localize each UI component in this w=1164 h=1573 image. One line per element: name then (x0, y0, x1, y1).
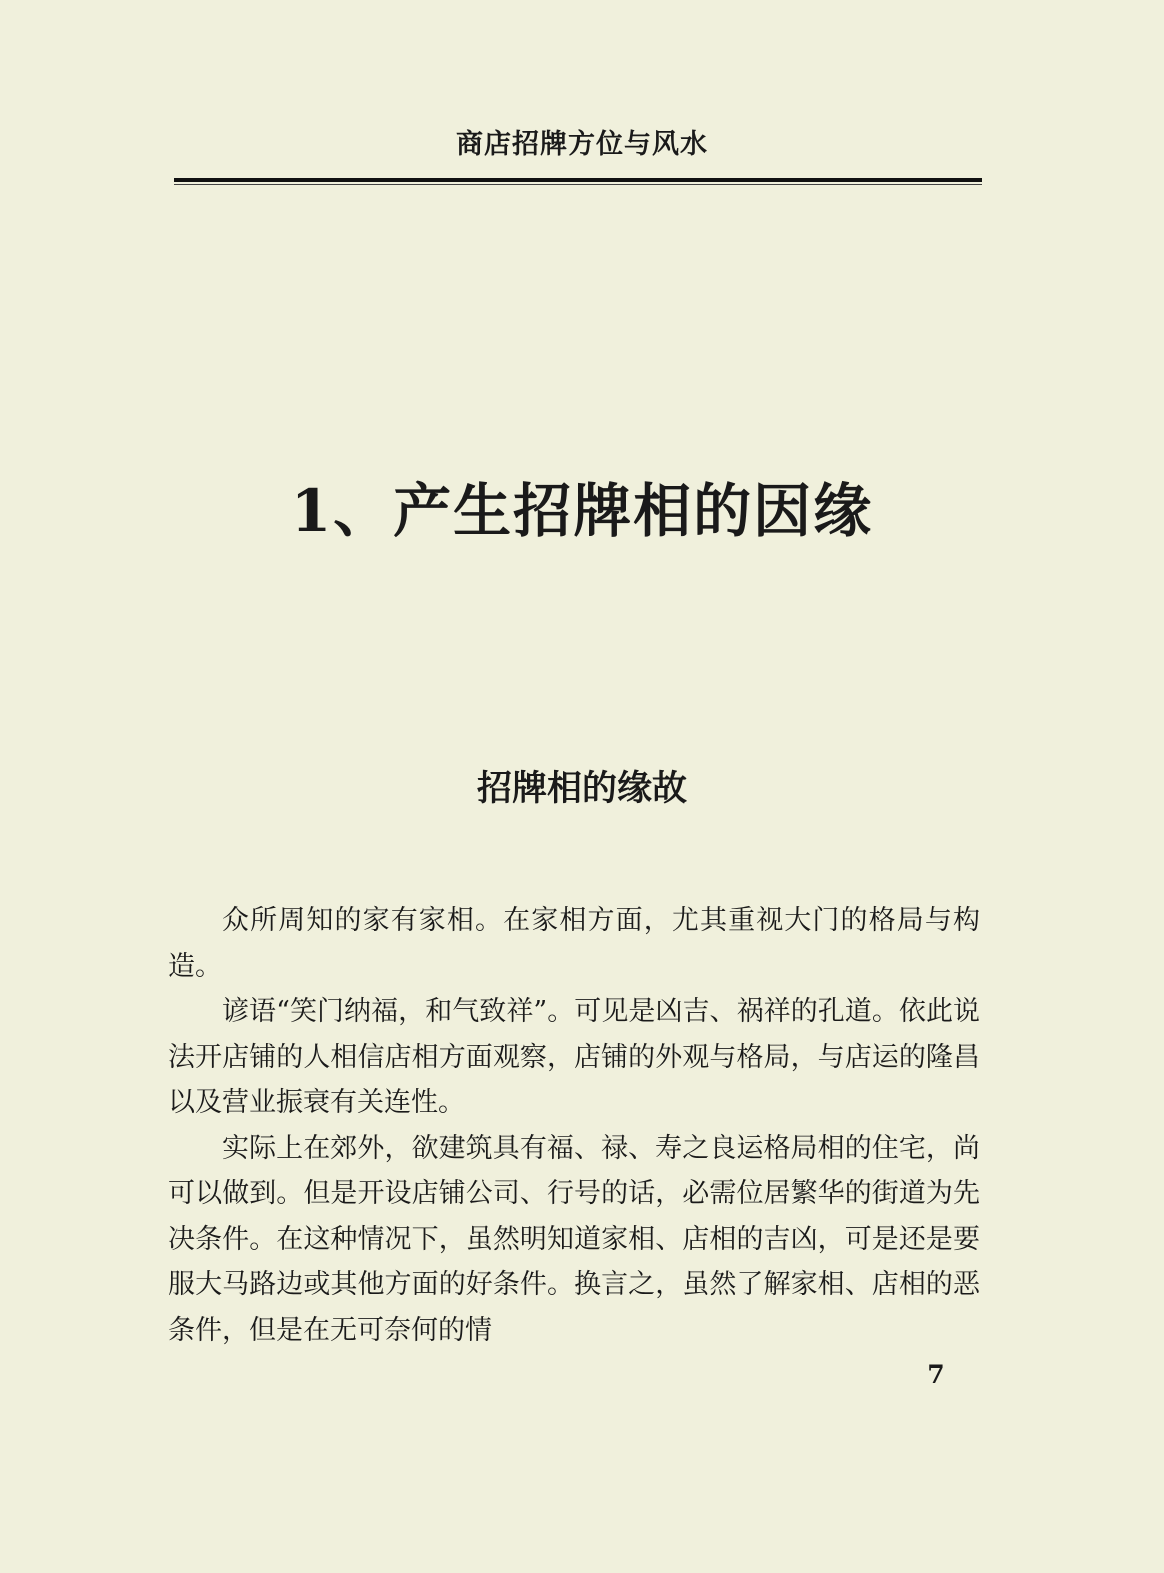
page-number: 7 (927, 1360, 945, 1389)
body-text (168, 898, 980, 1353)
paragraph: 众所周知的家有家相。在家相方面，尤其重视大门的格局与构造。 (168, 905, 980, 982)
paragraph: 谚语“笑门纳福，和气致祥”。可见是凶吉、祸祥的孔道。依此说法开店铺的人相信店相方面观察，店铺的外观与格局，与店运的隆昌以及营业振衰有关连性。 (168, 996, 980, 1118)
running-header: 商店招牌方位与风水 (456, 129, 708, 160)
header-rule-thin (174, 184, 982, 185)
header-rule (174, 178, 982, 182)
section-title: 招牌相的缘故 (476, 769, 687, 810)
chapter-title: 1、产生招牌相的因缘 (290, 476, 874, 545)
paragraph: 实际上在郊外，欲建筑具有福、禄、寿之良运格局相的住宅，尚可以做到。但是开设店铺公司、行号的话，必需位居繁华的街道为先决条件。在这种情况下，虽然明知道家相、店相的吉凶，可是还是要服大马路边或其他方面的好条件。换言之，虽然了解家相、店相的恶条件，但是在无可奈何的情 (168, 1132, 980, 1346)
